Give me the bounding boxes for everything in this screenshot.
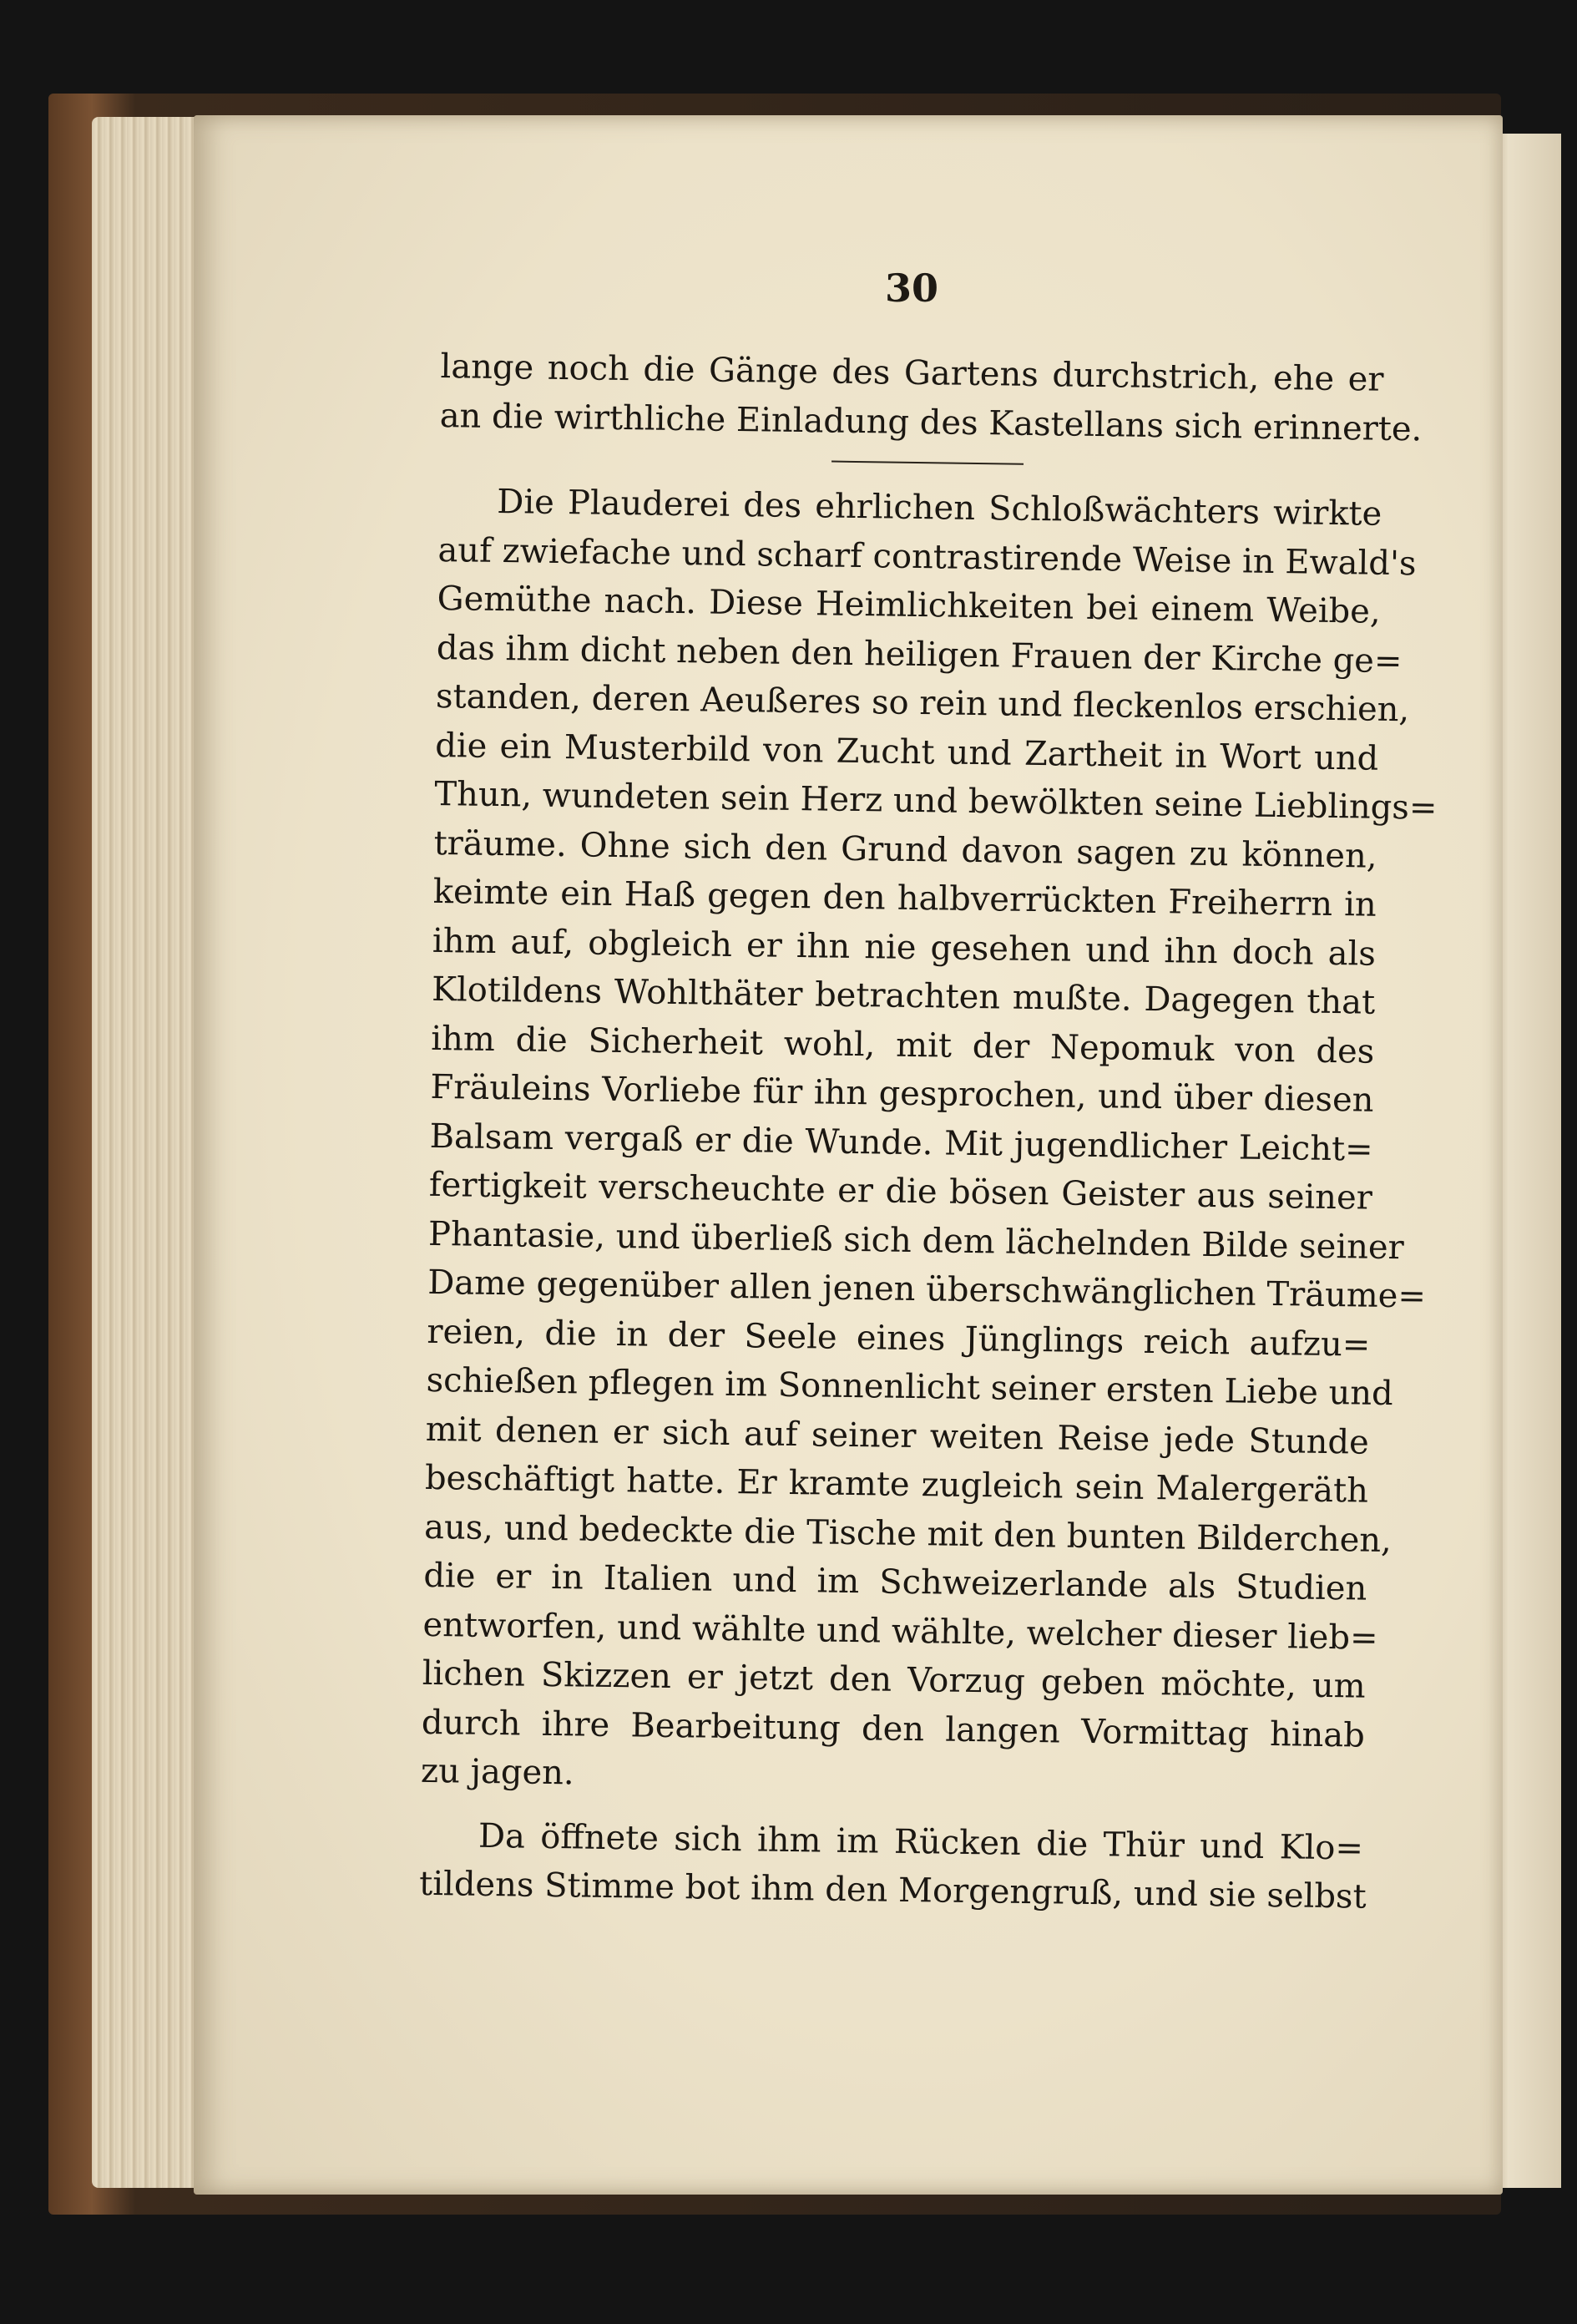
text-line: Gemüthe nach. Diese Heimlichkeiten bei einem Weibe, — [437, 579, 1381, 631]
text-line: lange noch die Gänge des Gartens durchstrich, ehe er — [440, 347, 1384, 399]
text-line: zu jagen. — [420, 1751, 574, 1793]
text-line: ihm auf, obgleich er ihn nie gesehen und ihn doch als — [432, 921, 1377, 974]
text-line: das ihm dicht neben den heiligen Frauen der Kirche ge= — [436, 628, 1403, 681]
section-divider — [831, 461, 1024, 465]
text-line: mit denen er sich auf seiner weiten Reise jede Stunde — [425, 1410, 1370, 1462]
text-line: Fräuleins Vorliebe für ihn gesprochen, und über diesen — [430, 1067, 1374, 1120]
text-line: beschäftigt hatte. Er kramte zugleich sein Malergeräth — [424, 1458, 1369, 1511]
text-line: Thun, wundeten sein Herz und bewölkten seine Lieblings= — [434, 774, 1438, 828]
text-line: lichen Skizzen er jetzt den Vorzug geben möchte, um — [422, 1653, 1366, 1706]
text-line: Balsam vergaß er die Wunde. Mit jugendlicher Leicht= — [429, 1116, 1373, 1169]
text-line: Klotildens Wohlthäter betrachten mußte. Dagegen that — [431, 970, 1376, 1022]
text-line: durch ihre Bearbeitung den langen Vormittag hinab — [421, 1703, 1366, 1755]
text-line: Die Plauderei des ehrlichen Schloßwächters wirkte — [497, 482, 1382, 534]
text-line: an die wirthliche Einladung des Kastellans sich erinnerte. — [439, 396, 1423, 448]
text-line: entworfen, und wählte und wählte, welcher dieser lieb= — [422, 1605, 1378, 1658]
text-line: die er in Italien und im Schweizerlande als Studien — [423, 1556, 1367, 1608]
text-line: reien, die in der Seele eines Jünglings reich aufzu= — [427, 1312, 1371, 1365]
text-line: auf zwiefache und scharf contrastirende Weise in Ewald's — [437, 530, 1417, 583]
text-line: keimte ein Haß gegen den halbverrückten Freiherrn in — [432, 872, 1377, 924]
text-line: träume. Ohne sich den Grund davon sagen zu können, — [433, 823, 1377, 876]
text-line: Dame gegenüber allen jenen überschwänglichen Träume= — [427, 1263, 1427, 1316]
page-text — [418, 342, 1438, 1921]
text-line: fertigkeit verscheuchte er die bösen Geister aus seiner — [428, 1165, 1373, 1218]
text-line: aus, und bedeckte die Tische mit den bunten Bilderchen, — [423, 1507, 1393, 1560]
text-line: Da öffnete sich ihm im Rücken die Thür und Klo= — [478, 1816, 1364, 1868]
text-line: die ein Musterbild von Zucht und Zartheit in Wort und — [434, 726, 1379, 778]
page-number: 30 — [885, 266, 939, 311]
text-line: ihm die Sicherheit wohl, mit der Nepomuk von des — [431, 1019, 1375, 1071]
text-line: Phantasie, und überließ sich dem lächelnden Bilde seiner — [427, 1214, 1405, 1267]
text-line: standen, deren Aeußeres so rein und fleckenlos erschien, — [435, 676, 1410, 730]
text-line: schießen pflegen im Sonnenlicht seiner ersten Liebe und — [426, 1360, 1393, 1414]
text-line: tildens Stimme bot ihm den Morgengruß, und sie selbst — [418, 1864, 1367, 1916]
